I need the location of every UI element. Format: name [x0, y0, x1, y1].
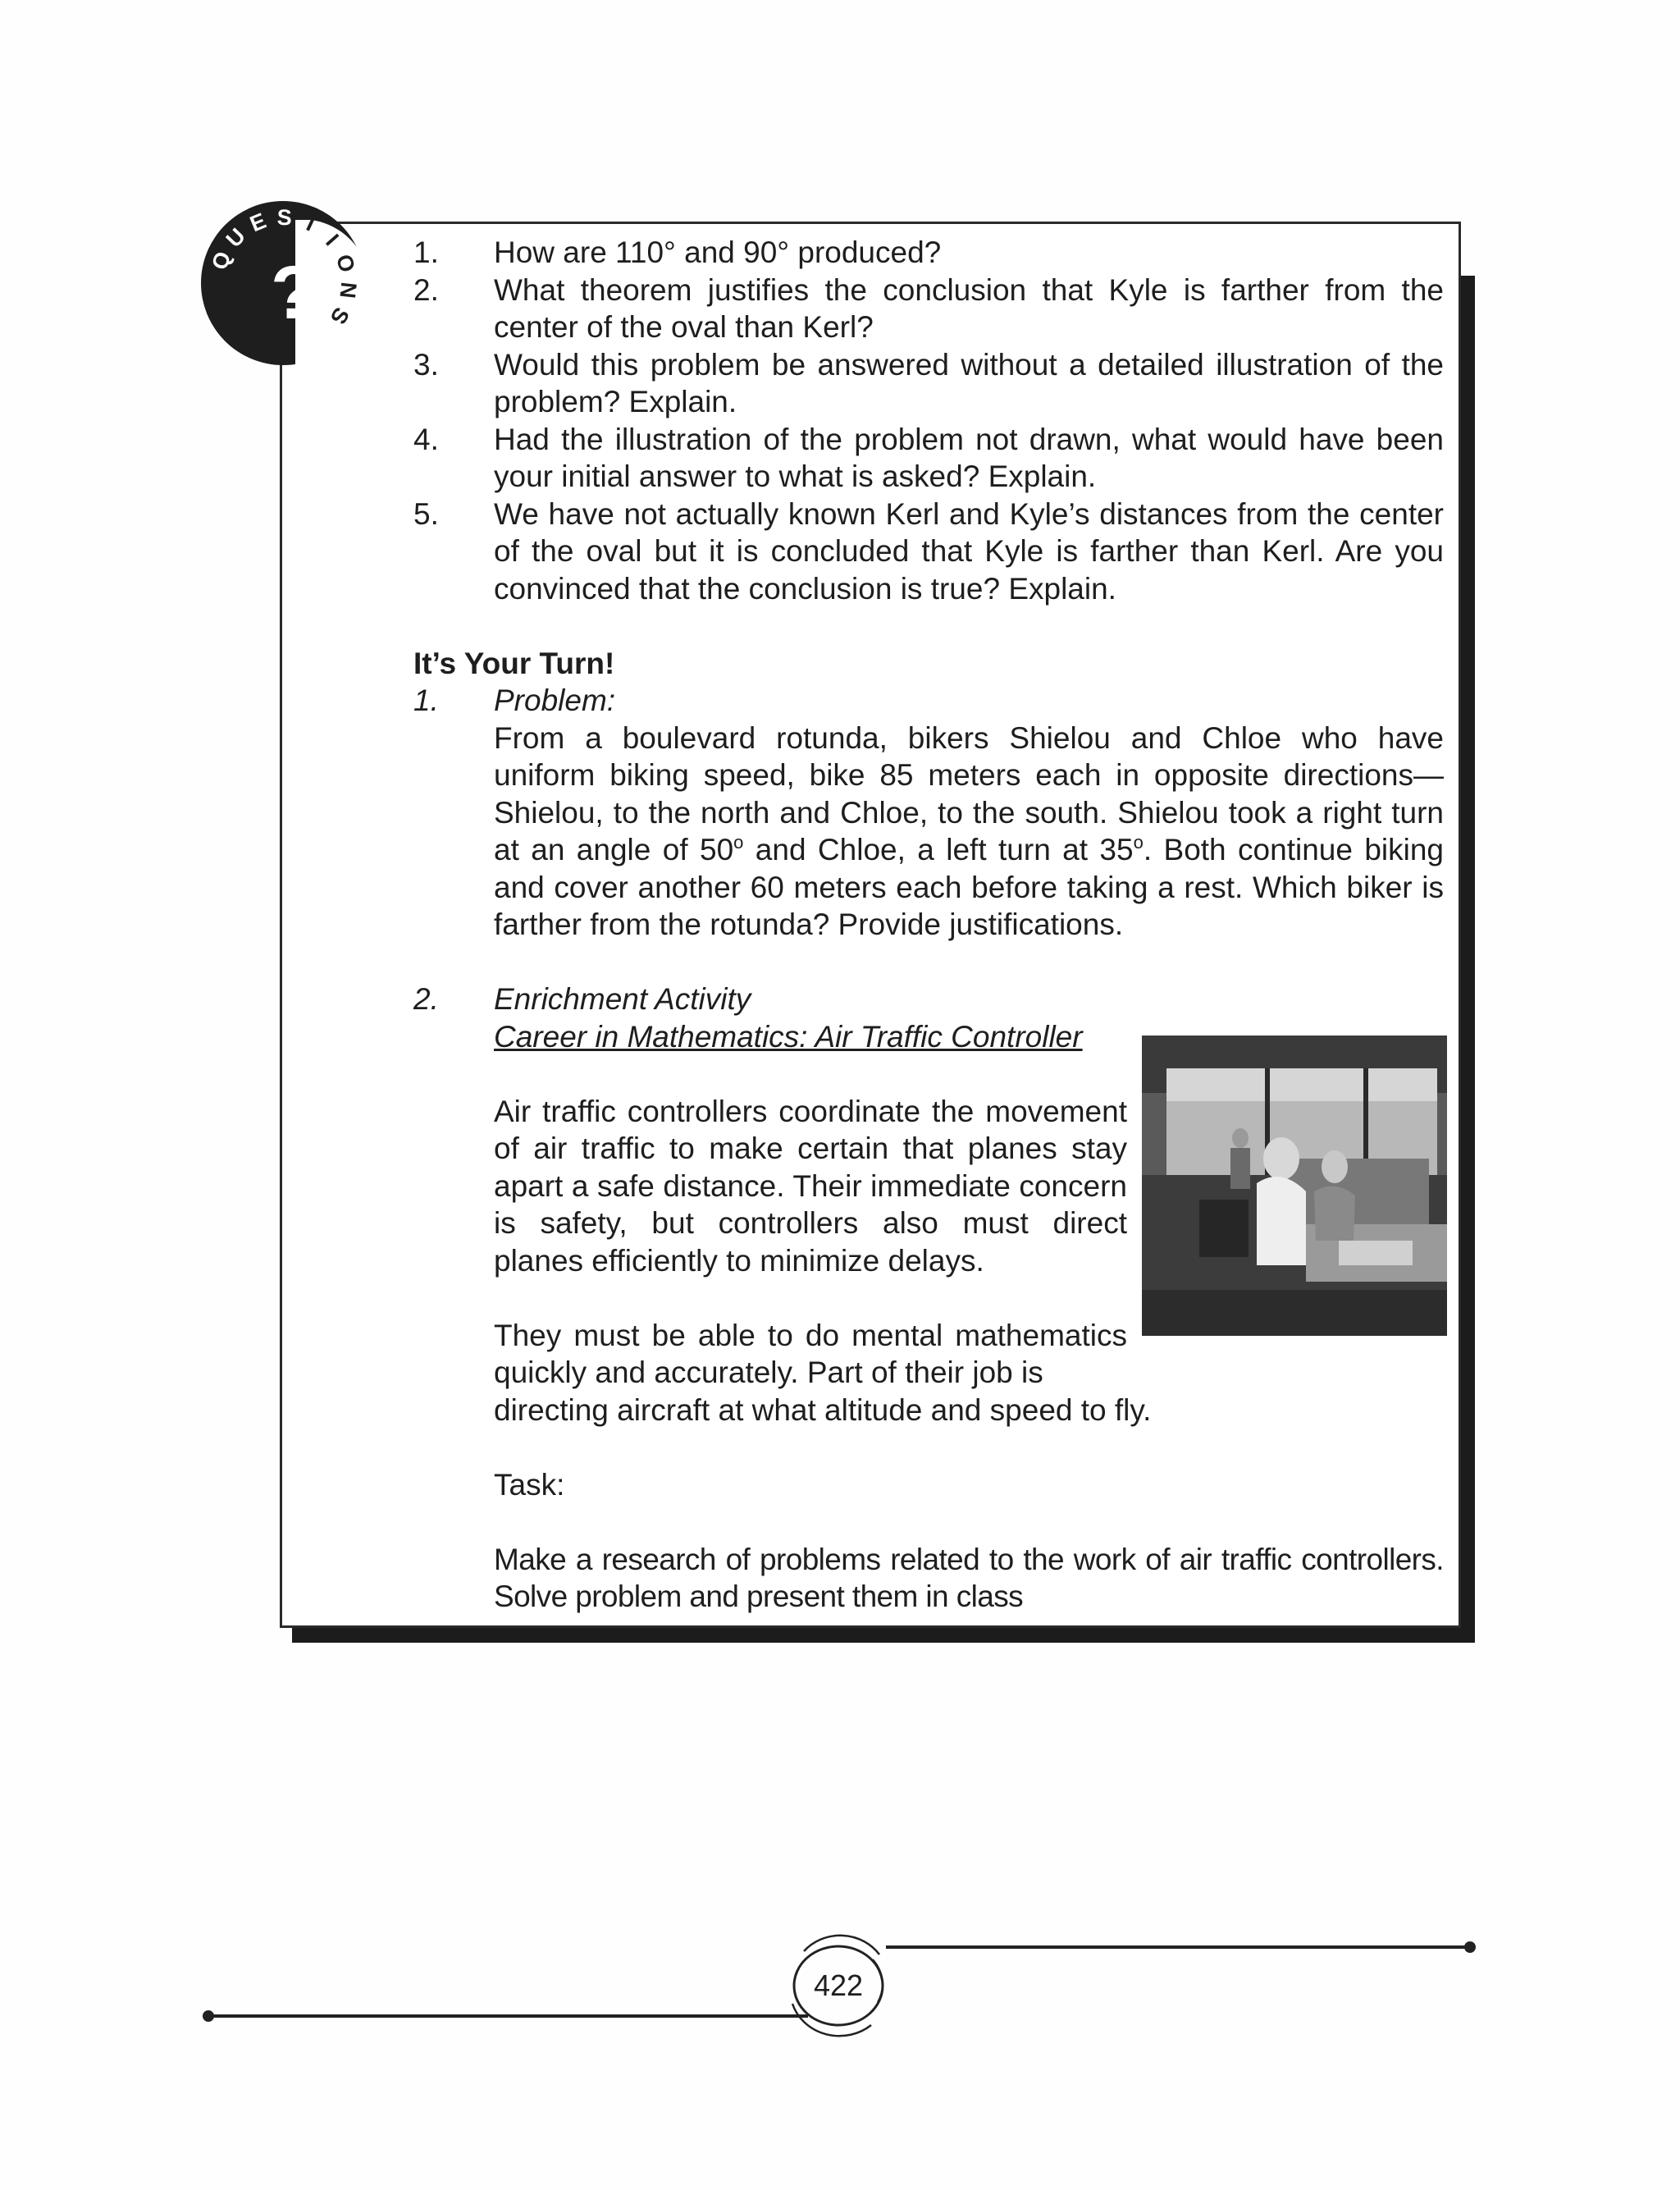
page-number: 422	[813, 1968, 864, 2002]
question-text: Had the illustration of the problem not drawn, what would have been your initial answer to what is asked? Explain.	[494, 422, 1444, 493]
badge-letter: U	[221, 223, 250, 253]
task-label-item	[413, 1466, 1444, 1504]
question-number: 5.	[413, 496, 439, 531]
badge-letter: T	[299, 209, 322, 238]
question-list	[413, 234, 1444, 607]
enrichment-number: 2.	[413, 982, 439, 1016]
task-item	[413, 1541, 1444, 1616]
control-room-photo	[1142, 1036, 1447, 1336]
your-turn-heading: It’s Your Turn!	[413, 646, 615, 680]
question-number: 4.	[413, 422, 439, 456]
question-item	[413, 272, 1444, 346]
career-section	[413, 1093, 1444, 1429]
enrichment-label: Enrichment Activity	[494, 982, 751, 1016]
question-text: How are 110° and 90° produced?	[494, 235, 942, 269]
career-paragraph-1: Air traffic controllers coordinate the movement of air traffic to make certain that planes stay apart a safe distance. Their immediate concern is safety, but controllers also must direct planes efficiently to minimize delays.	[494, 1094, 1127, 1278]
badge-letter: I	[321, 229, 344, 251]
question-item	[413, 234, 1444, 272]
question-text: Would this problem be answered without a detailed illustration of the problem? Explain.	[494, 347, 1444, 418]
problem-item	[413, 682, 1444, 720]
question-number: 3.	[413, 347, 439, 382]
question-mark-icon: ?	[270, 251, 317, 335]
question-number: 1.	[413, 235, 439, 269]
career-paragraph-2-end: directing aircraft at what altitude and speed to fly.	[494, 1392, 1152, 1427]
badge-letter: S	[276, 204, 293, 231]
question-number: 2.	[413, 272, 439, 307]
badge-letter: O	[331, 251, 360, 276]
question-item	[413, 496, 1444, 608]
badge-letter: N	[335, 281, 362, 300]
career-title: Career in Mathematics: Air Traffic Controller	[494, 1019, 1083, 1054]
problem-body	[413, 720, 1444, 944]
footer-dot-right	[1464, 1941, 1476, 1953]
problem-text: From a boulevard rotunda, bikers Shielou and Chloe who have uniform biking speed, bike 85 meters each in opposite directions—Shielou, to the north and Chloe, to the south. Shielou took a right turn at an angle of 50$^o$ and Chloe, a left turn at 35$^o$. Both continue biking and cover another 60 meters each before taking a rest. Which biker is farther from the rotunda? Provide justifications.	[494, 720, 1444, 941]
task-text: Make a research of problems related to the work of air traffic controllers. Solve problem and present them in class	[494, 1542, 1444, 1613]
questions-badge	[197, 197, 369, 369]
problem-label: Problem:	[494, 684, 616, 717]
footer-dot-left	[203, 2010, 214, 2022]
badge-letter: S	[325, 303, 354, 329]
question-item	[413, 346, 1444, 421]
question-text: We have not actually known Kerl and Kyle’s distances from the center of the oval but it is concluded that Kyle is farther than Kerl. Are you convinced that the conclusion is true? Explain.	[494, 496, 1444, 606]
career-paragraph-2: They must be able to do mental mathematics quickly and accurately. Part of their job is	[494, 1318, 1127, 1389]
question-item	[413, 421, 1444, 496]
enrichment-item	[413, 981, 1444, 1018]
badge-letter: Q	[207, 248, 236, 273]
page-content	[413, 234, 1444, 1616]
problem-number: 1.	[413, 684, 439, 717]
task-label: Task:	[494, 1467, 565, 1502]
badge-letter: E	[246, 208, 270, 237]
question-text: What theorem justifies the conclusion that Kyle is farther from the center of the oval than Kerl?	[494, 272, 1444, 344]
